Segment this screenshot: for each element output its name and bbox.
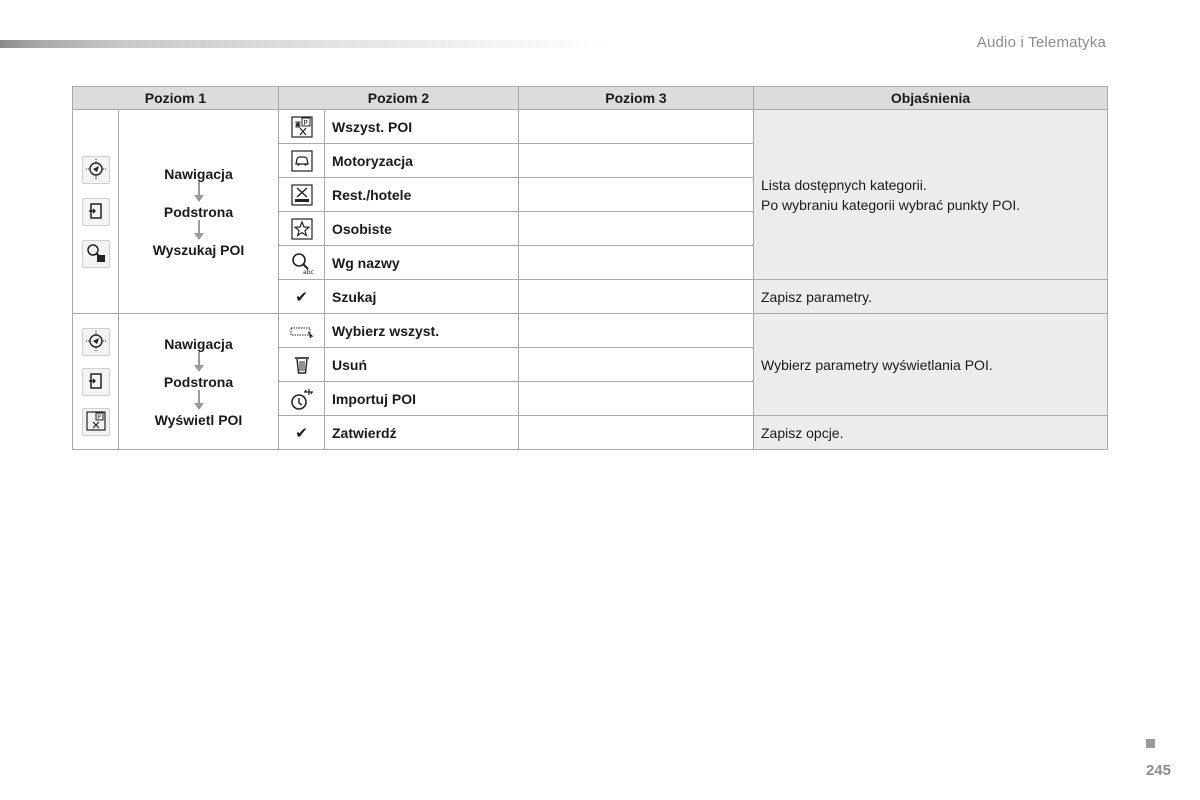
trash-icon xyxy=(292,354,312,376)
level3-cell xyxy=(519,144,754,178)
section-title: Audio i Telematyka xyxy=(976,34,1106,51)
level2-icon-cell xyxy=(279,212,325,246)
search-by-name-icon xyxy=(290,251,314,275)
path-step: Nawigacja xyxy=(164,165,233,182)
level3-cell xyxy=(519,212,754,246)
arrow-down-icon xyxy=(191,220,207,242)
submenu-page-icon xyxy=(82,368,110,396)
level2-icon-cell xyxy=(279,178,325,212)
path-step: Podstrona xyxy=(163,373,234,390)
level2-label: Wszyst. POI xyxy=(325,110,519,144)
level2-icon-cell xyxy=(279,314,325,348)
star-icon xyxy=(291,218,313,240)
level2-label: Wybierz wszyst. xyxy=(325,314,519,348)
column-header: Poziom 3 xyxy=(519,87,754,110)
level1-path xyxy=(119,314,279,450)
level3-cell xyxy=(519,416,754,450)
explanation-cell xyxy=(754,110,1108,280)
level1-path xyxy=(119,110,279,314)
navigation-compass-icon xyxy=(82,156,110,184)
level2-label: Wg nazwy xyxy=(325,246,519,280)
explanation-cell: Zapisz opcje. xyxy=(754,416,1108,450)
path-step: Wyświetl POI xyxy=(154,411,243,428)
level3-cell xyxy=(519,280,754,314)
explanation-cell: Zapisz parametry. xyxy=(754,280,1108,314)
page-number: 245 xyxy=(1145,762,1171,779)
checkmark-icon: ✔ xyxy=(295,424,308,442)
column-header: Poziom 2 xyxy=(279,87,519,110)
level2-icon-cell xyxy=(279,348,325,382)
poi-display-icon xyxy=(82,408,110,436)
arrow-down-icon xyxy=(191,182,207,204)
search-poi-icon xyxy=(82,240,110,268)
arrow-down-icon xyxy=(191,390,207,412)
header-gradient-bar xyxy=(0,40,605,48)
table-row xyxy=(73,110,1108,144)
table-row xyxy=(73,314,1108,348)
level2-icon-cell xyxy=(279,382,325,416)
level2-label: Importuj POI xyxy=(325,382,519,416)
svg-text:P: P xyxy=(96,413,101,421)
select-all-icon xyxy=(290,325,314,339)
checkmark-icon: ✔ xyxy=(295,288,308,306)
column-header: Poziom 1 xyxy=(73,87,279,110)
path-step: Wyszukaj POI xyxy=(152,241,245,258)
arrow-down-icon xyxy=(191,352,207,374)
menu-table xyxy=(72,86,1108,450)
level2-label: Zatwierdź xyxy=(325,416,519,450)
usb-import-icon xyxy=(289,386,315,412)
poi-all-icon xyxy=(291,116,313,138)
level1-icons xyxy=(73,314,119,450)
level2-icon-cell xyxy=(279,110,325,144)
level2-label: Osobiste xyxy=(325,212,519,246)
level3-cell xyxy=(519,178,754,212)
explanation-line: Po wybraniu kategorii wybrać punkty POI. xyxy=(761,196,1021,213)
navigation-compass-icon xyxy=(82,328,110,356)
svg-text:P: P xyxy=(303,118,308,127)
submenu-page-icon xyxy=(82,198,110,226)
level2-icon-cell xyxy=(279,416,325,450)
level3-cell xyxy=(519,314,754,348)
path-step: Podstrona xyxy=(163,203,234,220)
level3-cell xyxy=(519,382,754,416)
explanation-line: Lista dostępnych kategorii. xyxy=(761,176,927,193)
level2-label: Usuń xyxy=(325,348,519,382)
car-icon xyxy=(291,150,313,172)
level2-label: Szukaj xyxy=(325,280,519,314)
level1-icons xyxy=(73,110,119,314)
page-marker xyxy=(1146,739,1155,748)
table-header-row xyxy=(73,87,1108,110)
level2-icon-cell xyxy=(279,280,325,314)
level3-cell xyxy=(519,110,754,144)
level2-icon-cell xyxy=(279,246,325,280)
path-step: Nawigacja xyxy=(164,335,233,352)
level2-label: Motoryzacja xyxy=(325,144,519,178)
column-header: Objaśnienia xyxy=(754,87,1108,110)
level2-icon-cell xyxy=(279,144,325,178)
level2-label: Rest./hotele xyxy=(325,178,519,212)
restaurant-hotel-icon xyxy=(291,184,313,206)
level3-cell xyxy=(519,348,754,382)
svg-text:abc: abc xyxy=(302,268,314,275)
level3-cell xyxy=(519,246,754,280)
svg-text:◙: ◙ xyxy=(294,120,301,128)
explanation-cell: Wybierz parametry wyświetlania POI. xyxy=(754,314,1108,416)
